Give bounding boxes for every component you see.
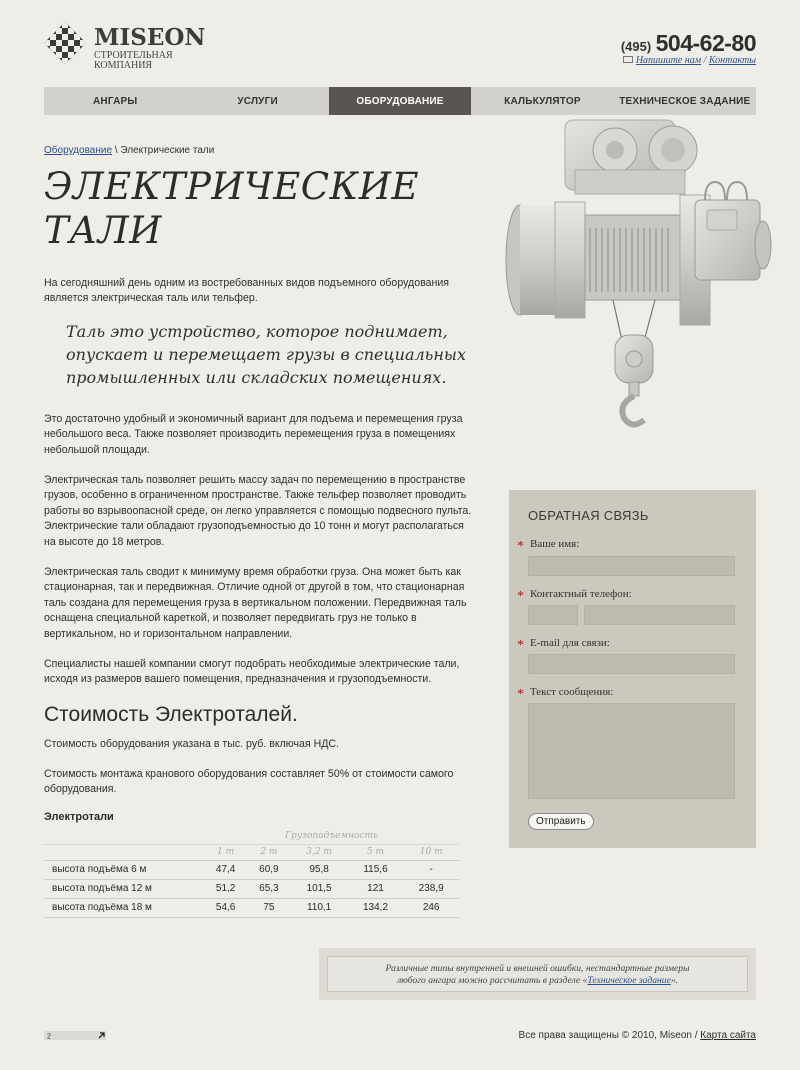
paragraph-3: Электрическая таль сводит к минимуму время обработки груза. Она может быть как стационарная, так и передвижная. Отличие одной от другой в том, что стационарная таль создана для перемещения груза в вертикальном положении. Передвижная таль оснащена специальной кареткой, и позволяет передвигать груз не только в вертикальном, но и горизонтальном направлении. xyxy=(44,566,467,640)
envelope-icon xyxy=(623,56,633,63)
table-row xyxy=(44,879,459,898)
breadcrumb-current: Электрические тали xyxy=(120,145,215,156)
table-row xyxy=(44,860,459,879)
phone-main: 504-62-80 xyxy=(655,30,756,56)
required-mark: * xyxy=(517,638,524,653)
price-table xyxy=(44,828,459,918)
breadcrumb-separator: \ xyxy=(114,145,118,156)
column-header: 3,2 т xyxy=(291,844,348,860)
phone-label: * Контактный телефон: xyxy=(517,588,632,604)
counter-value: 2 xyxy=(47,1033,51,1040)
message-label: * Текст сообщения: xyxy=(517,686,614,702)
price-cell: 54,6 xyxy=(204,898,247,917)
sitemap-link[interactable]: Карта сайта xyxy=(700,1030,756,1041)
price-cell: 121 xyxy=(348,879,404,898)
price-cell: 75 xyxy=(247,898,290,917)
column-header: 2 т xyxy=(247,844,290,860)
price-cell: 65,3 xyxy=(247,879,290,898)
column-header: 1 т xyxy=(204,844,247,860)
info-note xyxy=(319,948,756,1000)
nav-item-equipment[interactable]: ОБОРУДОВАНИЕ xyxy=(329,87,471,115)
price-cell: 134,2 xyxy=(348,898,404,917)
price-cell: - xyxy=(403,860,459,879)
paragraph-1: Это достаточно удобный и экономичный вариант для подъема и перемещения груза небольшого веса. Также позволяет производить перемещения груза в помещениях небольшой площади. xyxy=(44,413,463,456)
price-cell: 110,1 xyxy=(291,898,348,917)
phone-code: (495) xyxy=(620,39,652,54)
price-cell: 95,8 xyxy=(291,860,348,879)
nav-item-technical-task[interactable]: ТЕХНИЧЕСКОЕ ЗАДАНИЕ xyxy=(619,95,751,107)
info-note-text: Различные типы внутренней и внешней ошибки, нестандартные размеры любого ангара можно рассчитать в разделе «Техническое задание». xyxy=(327,956,748,992)
technical-task-link[interactable]: Техническое задание xyxy=(587,975,671,986)
phone-code-input[interactable] xyxy=(528,605,578,625)
table-heading: Электротали xyxy=(44,811,114,823)
row-label: высота подъёма 18 м xyxy=(44,898,204,917)
breadcrumb xyxy=(44,145,214,156)
contacts-link[interactable]: Контакты xyxy=(708,55,756,66)
price-cell: 246 xyxy=(403,898,459,917)
row-label: высота подъёма 6 м xyxy=(44,860,204,879)
paragraph-2: Электрическая таль позволяет решить массу задач по перемещению в пространстве грузов, особенно в ограниченном пространстве. Также тельфер позволяет проводить работы во взрывоопасной среде, он легко управляется с помощью подвесного пульта. Электрические тали обладают грузоподъемностью до 10 тонн и могут располагаться на высоте до 18 метров. xyxy=(44,474,472,548)
paragraph-4: Специалисты нашей компании смогут подобрать необходимые электрические тали, исходя из размеров вашего помещения, предназначения и грузоподъемности. xyxy=(44,658,460,686)
logo-subtitle: СТРОИТЕЛЬНАЯ КОМПАНИЯ xyxy=(94,50,173,71)
name-input[interactable] xyxy=(528,556,735,576)
capacity-header: Грузоподъемность xyxy=(285,830,378,841)
price-cell: 60,9 xyxy=(247,860,290,879)
feedback-form xyxy=(509,490,756,848)
phone-number xyxy=(621,30,756,57)
column-header: 5 т xyxy=(348,844,404,860)
page-title: ЭЛЕКТРИЧЕСКИЕ ТАЛИ xyxy=(44,165,420,252)
counter-badge[interactable] xyxy=(44,1031,106,1040)
email-input[interactable] xyxy=(528,654,735,674)
cost-paragraph-1: Стоимость оборудования указана в тыс. руб. включая НДС. xyxy=(44,738,339,750)
price-cell: 101,5 xyxy=(291,879,348,898)
write-us-link[interactable]: Напишите нам xyxy=(635,55,702,66)
header-links xyxy=(623,55,756,66)
required-mark: * xyxy=(517,687,524,702)
column-header: 10 т xyxy=(403,844,459,860)
send-button[interactable]: Отправить xyxy=(528,813,594,830)
required-mark: * xyxy=(517,589,524,604)
intro-paragraph: На сегодняшний день одним из востребованных видов подъемного оборудования является электрическая таль или тельфер. xyxy=(44,277,450,305)
header-separator: / xyxy=(703,55,707,66)
logo-name: MISEON xyxy=(94,24,206,51)
logo-diamond-icon xyxy=(44,22,86,64)
nav-item-calculator[interactable]: КАЛЬКУЛЯТОР xyxy=(504,95,581,107)
email-label: * E-mail для связи: xyxy=(517,637,610,653)
message-textarea[interactable] xyxy=(528,703,735,799)
table-row xyxy=(44,898,459,917)
phone-input[interactable] xyxy=(584,605,735,625)
logo[interactable] xyxy=(44,20,244,72)
nav-item-services[interactable]: УСЛУГИ xyxy=(237,95,278,107)
nav-item-hangars[interactable]: АНГАРЫ xyxy=(93,95,138,107)
breadcrumb-equipment-link[interactable]: Оборудование xyxy=(44,145,113,156)
name-label: * Ваше имя: xyxy=(517,538,580,554)
footer-copyright: Все права защищены © 2010, Miseon / Карта сайта xyxy=(518,1030,756,1041)
price-cell: 51,2 xyxy=(204,879,247,898)
price-cell: 115,6 xyxy=(348,860,404,879)
cost-paragraph-2: Стоимость монтажа кранового оборудования составляет 50% от стоимости самого оборудования. xyxy=(44,768,454,796)
price-cell: 238,9 xyxy=(403,879,459,898)
price-cell: 47,4 xyxy=(204,860,247,879)
quote-text: Таль это устройство, которое поднимает, опускает и перемещает грузы в специальных промышленных или складских помещениях. xyxy=(66,322,466,387)
electric-hoist-image xyxy=(495,110,780,440)
feedback-title: ОБРАТНАЯ СВЯЗЬ xyxy=(528,508,649,523)
row-label: высота подъёма 12 м xyxy=(44,879,204,898)
cost-heading: Стоимость Электроталей. xyxy=(44,703,298,726)
required-mark: * xyxy=(517,539,524,554)
